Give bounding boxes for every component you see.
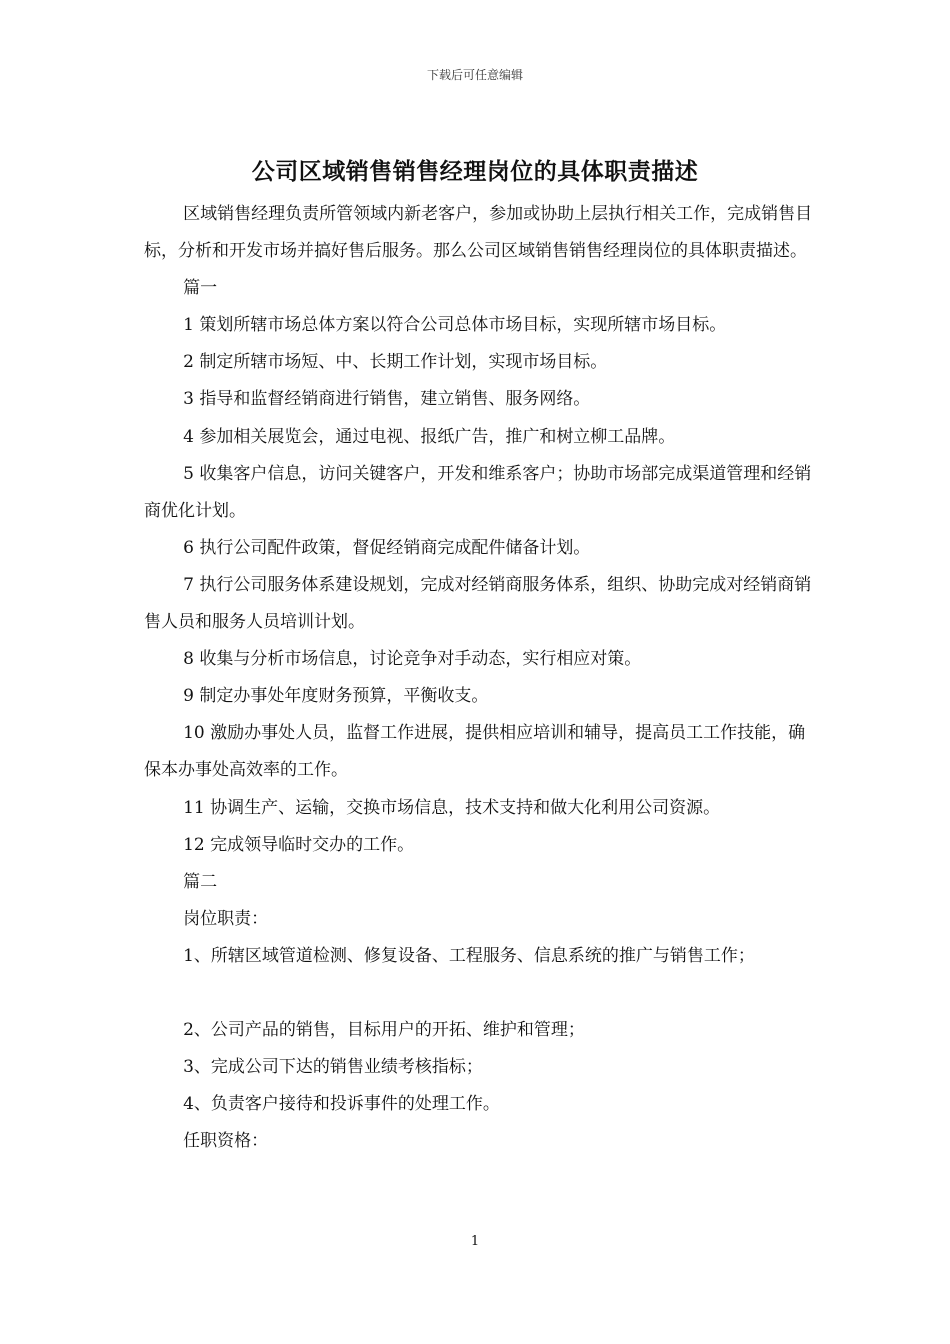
- section1-item-3: 3 指导和监督经销商进行销售，建立销售、服务网络。: [183, 389, 591, 410]
- duty-item-1: 1、所辖区域管道检测、修复设备、工程服务、信息系统的推广与销售工作；: [183, 945, 755, 966]
- duty-item-4: 4、负责客户接待和投诉事件的处理工作。: [183, 1094, 500, 1115]
- section1-item-5: 5 收集客户信息，访问关键客户，开发和维系客户；协助市场部完成渠道管理和经销商优化计划。: [144, 463, 812, 521]
- section1-item-2: 2 制定所辖市场短、中、长期工作计划，实现市场目标。: [183, 352, 608, 373]
- document-title: 公司区域销售销售经理岗位的具体职责描述: [251, 158, 699, 185]
- section1-item-11: 11 协调生产、运输，交换市场信息，技术支持和做大化利用公司资源。: [183, 797, 721, 818]
- section2-heading: 篇二: [183, 871, 218, 892]
- intro-paragraph: 区域销售经理负责所管领域内新老客户，参加或协助上层执行相关工作，完成销售目标，分析和开发市场并搞好售后服务。那么公司区域销售销售经理岗位的具体职责描述。: [144, 204, 813, 262]
- section1-heading: 篇一: [183, 278, 218, 299]
- duties-heading: 岗位职责：: [183, 908, 269, 929]
- section1-item-6: 6 执行公司配件政策，督促经销商完成配件储备计划。: [183, 537, 591, 558]
- section1-item-12: 12 完成领导临时交办的工作。: [183, 834, 415, 855]
- duty-item-2: 2、公司产品的销售，目标用户的开拓、维护和管理；: [183, 1019, 585, 1040]
- qualifications-heading: 任职资格：: [183, 1131, 269, 1152]
- section1-item-8: 8 收集与分析市场信息，讨论竞争对手动态，实行相应对策。: [183, 649, 642, 670]
- document-body: [144, 196, 820, 1160]
- section1-item-9: 9 制定办事处年度财务预算，平衡收支。: [183, 686, 489, 707]
- section1-item-4: 4 参加相关展览会，通过电视、报纸广告，推广和树立柳工品牌。: [183, 426, 676, 447]
- section1-item-7: 7 执行公司服务体系建设规划，完成对经销商服务体系，组织、协助完成对经销商销售人员和服务人员培训计划。: [144, 574, 812, 633]
- page-number: 1: [470, 1234, 480, 1249]
- blank-line: [144, 975, 820, 1012]
- header-note: 下载后可任意编辑: [426, 68, 523, 82]
- duty-item-3: 3、完成公司下达的销售业绩考核指标；: [183, 1057, 483, 1078]
- section1-item-10: 10 激励办事处人员，监督工作进展，提供相应培训和辅导，提高员工工作技能，确保本办事处高效率的工作。: [144, 723, 806, 781]
- section1-item-1: 1 策划所辖市场总体方案以符合公司总体市场目标，实现所辖市场目标。: [183, 315, 727, 336]
